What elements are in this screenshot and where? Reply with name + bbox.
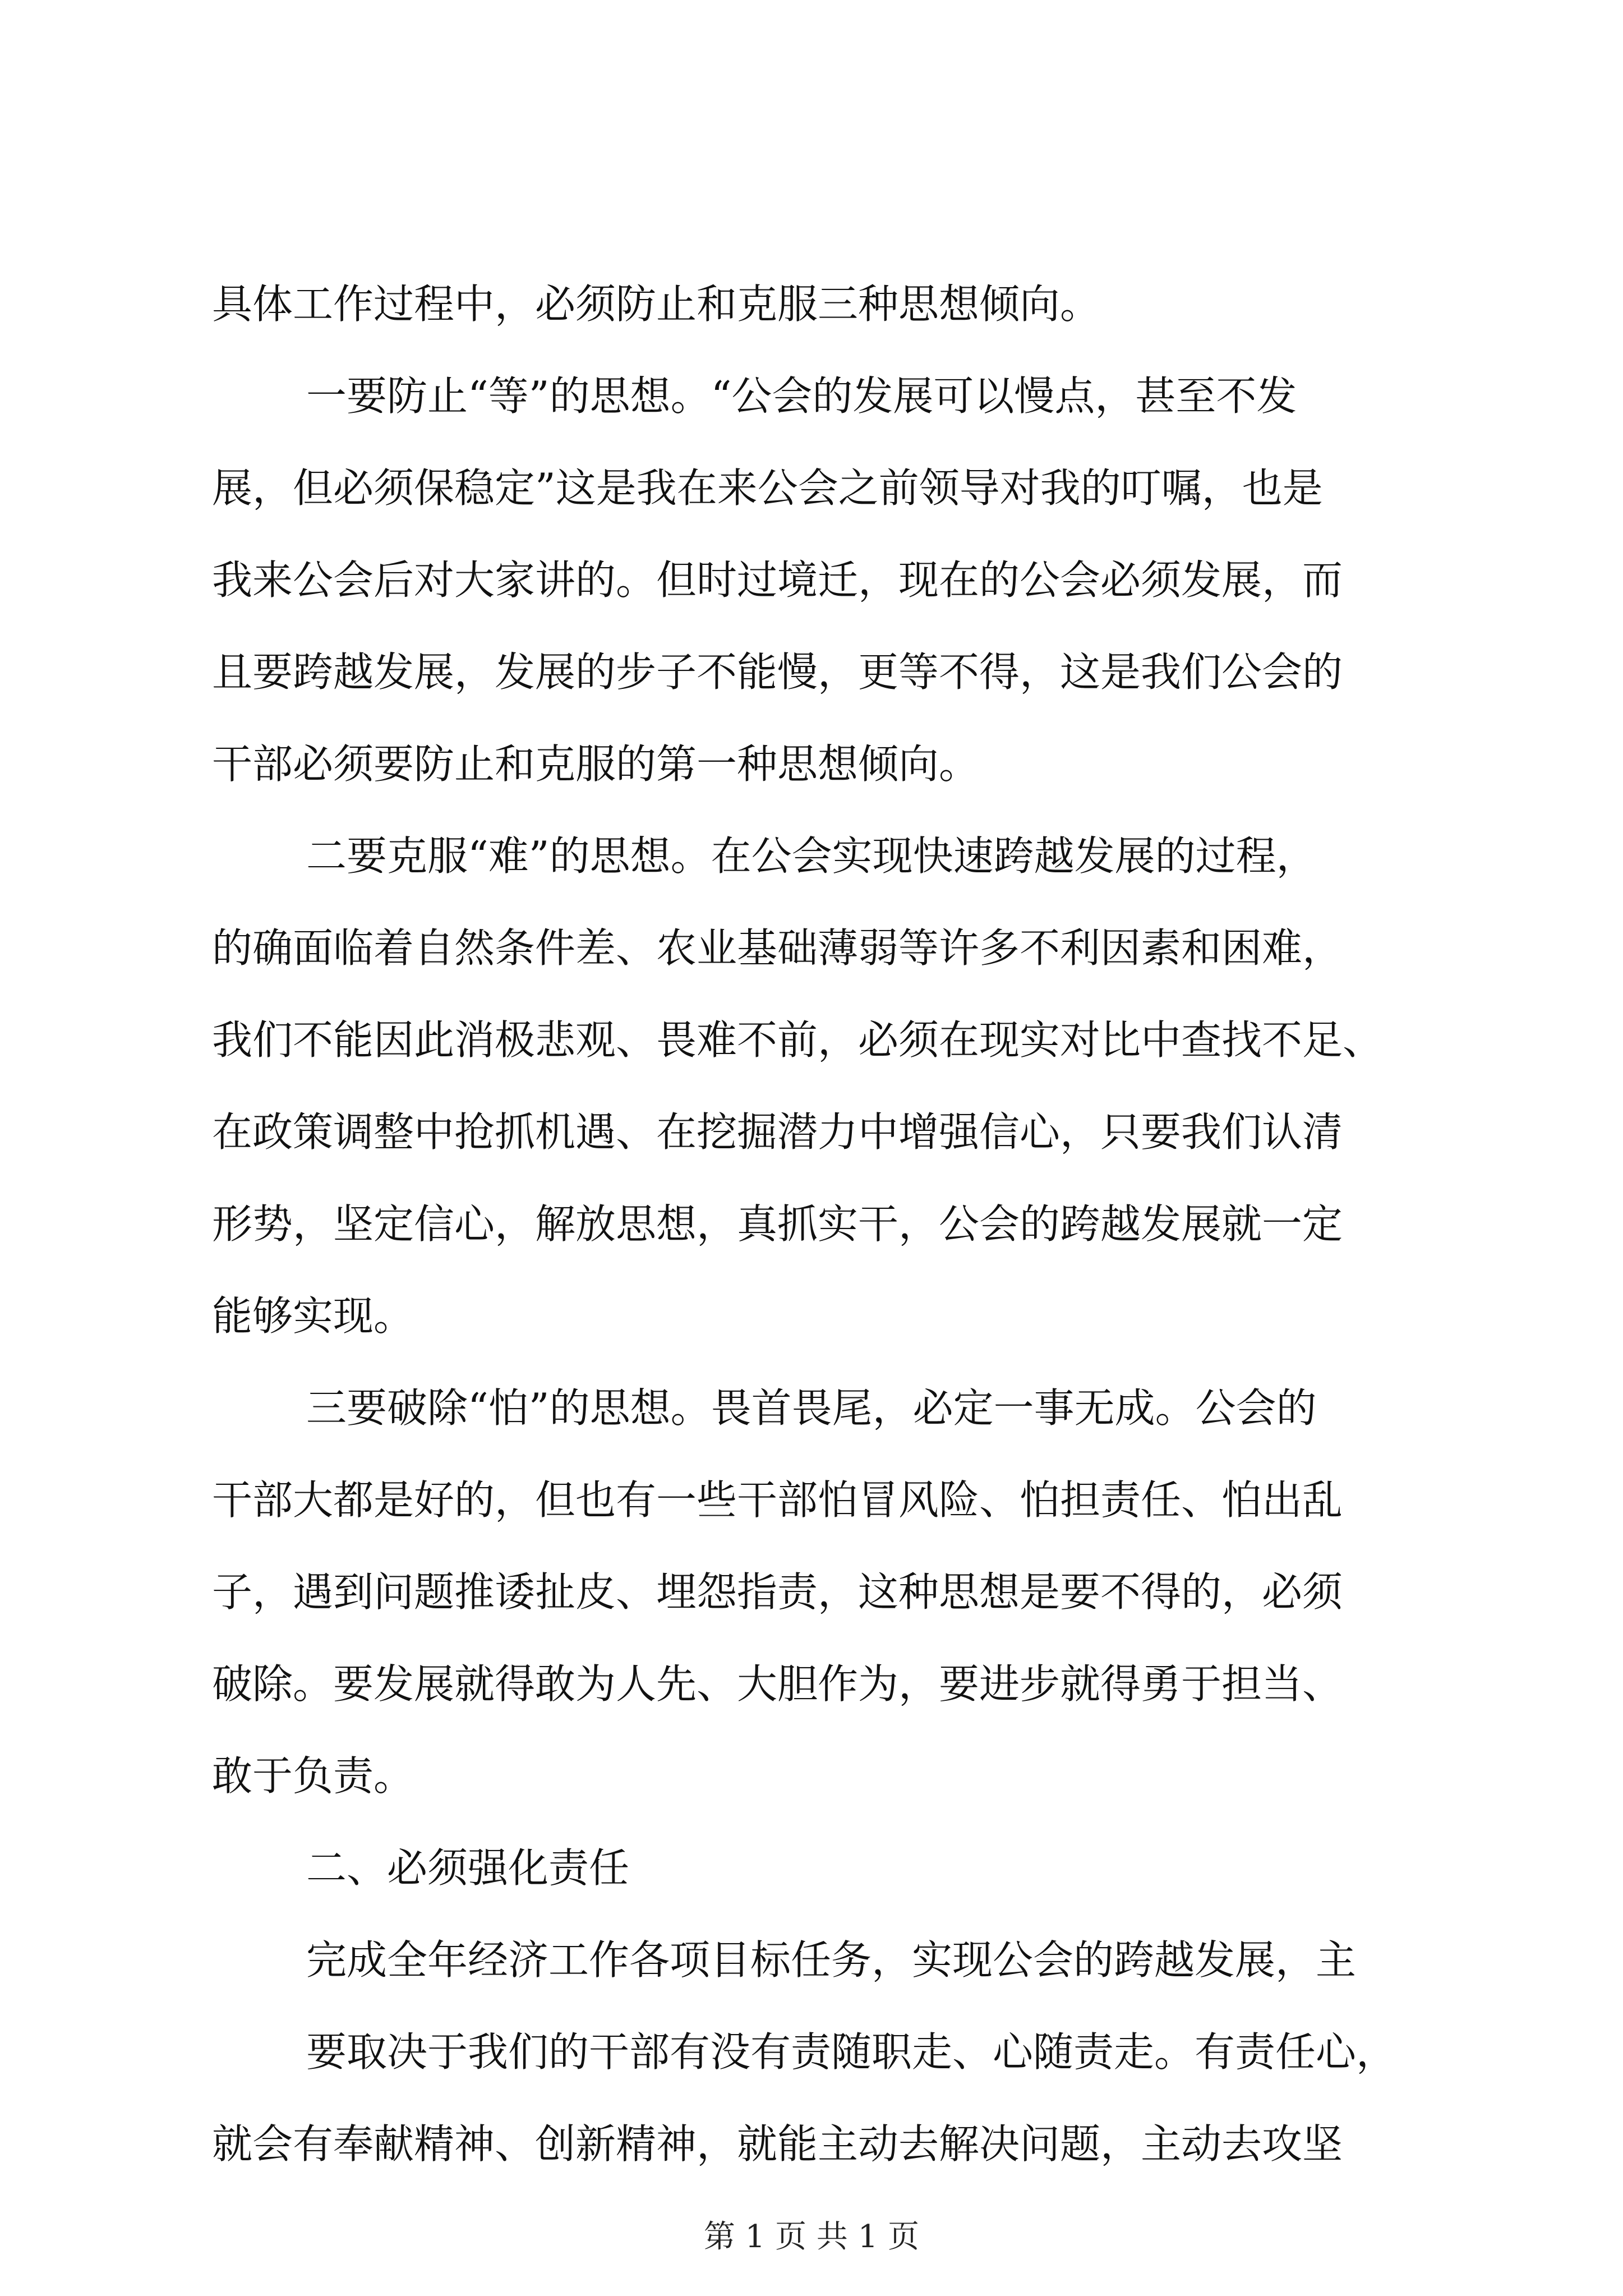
text-line: 要取决于我们的干部有没有责随职走、心随责走。有责任心，: [306, 2028, 1397, 2076]
text-line: 形势，坚定信心，解放思想，真抓实干，公会的跨越发展就一定: [212, 1200, 1343, 1248]
section-heading: 二、必须强化责任: [306, 1844, 630, 1892]
text-line: 具体工作过程中，必须防止和克服三种思想倾向。: [212, 280, 1101, 328]
text-line: 展，但必须保稳定”这是我在来公会之前领导对我的叮嘱，也是: [212, 464, 1323, 512]
text-line: 能够实现。: [212, 1292, 414, 1340]
text-line: 的确面临着自然条件差、农业基础薄弱等许多不利因素和困难，: [212, 924, 1343, 972]
text-line: 一要防止“等”的思想。“公会的发展可以慢点，甚至不发: [306, 372, 1297, 420]
text-line: 破除。要发展就得敢为人先、大胆作为，要进步就得勇于担当、: [212, 1660, 1343, 1708]
text-line: 我们不能因此消极悲观、畏难不前，必须在现实对比中查找不足、: [212, 1016, 1384, 1064]
text-line: 子，遇到问题推诿扯皮、埋怨指责，这种思想是要不得的，必须: [212, 1568, 1343, 1616]
page-footer: 第 1 页 共 1 页: [703, 2219, 920, 2255]
text-line: 二要克服“难”的思想。在公会实现快速跨越发展的过程，: [306, 832, 1317, 880]
text-line: 我来公会后对大家讲的。但时过境迁，现在的公会必须发展，而: [212, 556, 1343, 604]
text-line: 敢于负责。: [212, 1752, 414, 1800]
text-line: 完成全年经济工作各项目标任务，实现公会的跨越发展，主: [306, 1936, 1357, 1984]
text-line: 干部必须要防止和克服的第一种思想倾向。: [212, 740, 980, 788]
text-line: 就会有奉献精神、创新精神，就能主动去解决问题，主动去攻坚: [212, 2120, 1343, 2168]
text-line: 三要破除“怕”的思想。畏首畏尾，必定一事无成。公会的: [306, 1384, 1317, 1432]
text-line: 在政策调整中抢抓机遇、在挖掘潜力中增强信心，只要我们认清: [212, 1108, 1343, 1156]
text-line: 干部大都是好的，但也有一些干部怕冒风险、怕担责任、怕出乱: [212, 1476, 1343, 1524]
text-line: 且要跨越发展，发展的步子不能慢，更等不得，这是我们公会的: [212, 648, 1343, 696]
